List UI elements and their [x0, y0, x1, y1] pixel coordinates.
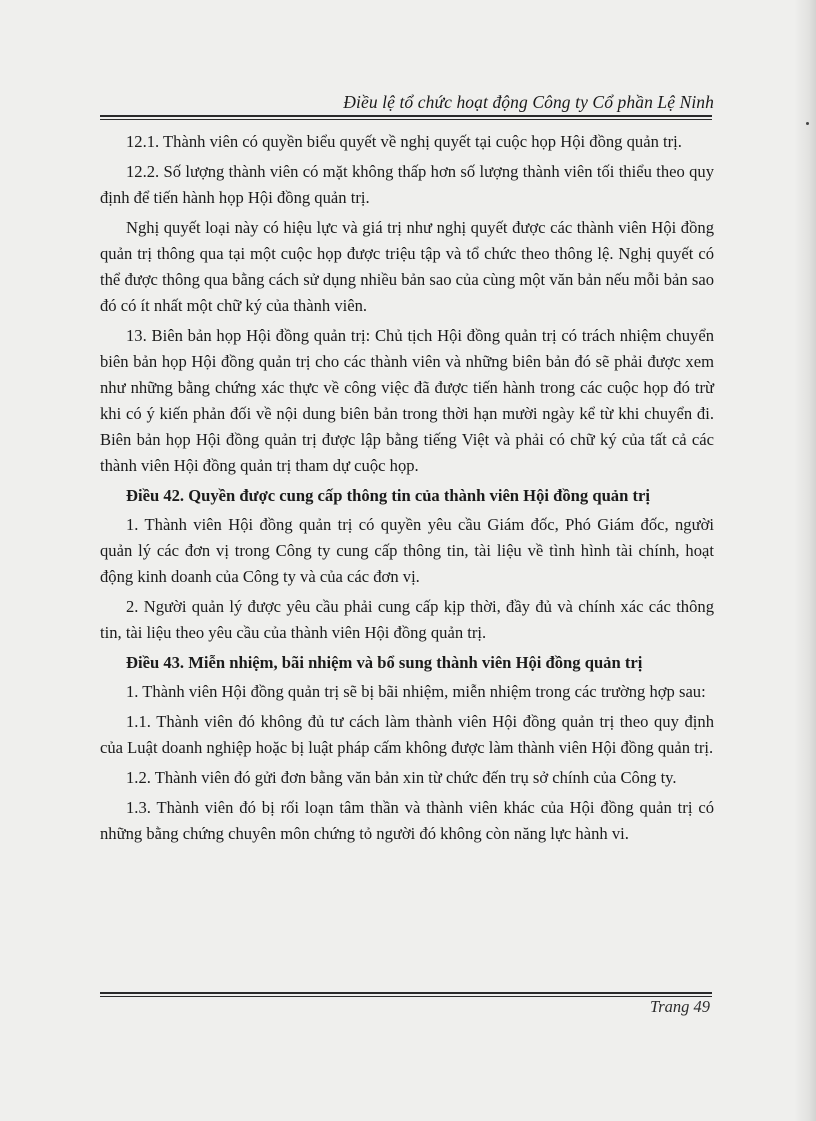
article-43-clause-1: 1. Thành viên Hội đồng quản trị sẽ bị bãi nhiệm, miễn nhiệm trong các trường hợp sau: — [126, 682, 706, 701]
paragraph-13-minutes: 13. Biên bản họp Hội đồng quản trị: Chủ tịch Hội đồng quản trị có trách nhiệm chuyển biên bản họp Hội đồng quản trị cho các thành viên và những biên bản đó sẽ phải được xem như những bằng chứng xác thực về công việc đã được tiến hành trong các cuộc họp đó trừ khi có ý kiến phản đối về nội dung biên bản trong thời hạn mười ngày kể từ khi chuyển đi. Biên bản họp Hội đồng quản trị được lập bằng tiếng Việt và phải có chữ ký của tất cả các thành viên Hội đồng quản trị tham dự cuộc họp. — [100, 326, 714, 475]
document-body — [100, 129, 714, 851]
article-42-clause-2: 2. Người quản lý được yêu cầu phải cung cấp kịp thời, đầy đủ và chính xác các thông tin, tài liệu theo yêu cầu của thành viên Hội đồng quản trị. — [100, 597, 714, 642]
article-43-clause-1-2: 1.2. Thành viên đó gửi đơn bằng văn bản xin từ chức đến trụ sở chính của Công ty. — [126, 768, 677, 787]
article-42-heading: Điều 42. Quyền được cung cấp thông tin của thành viên Hội đồng quản trị — [126, 486, 650, 505]
page-edge-shadow — [794, 0, 816, 1121]
article-43-heading: Điều 43. Miễn nhiệm, bãi nhiệm và bổ sung thành viên Hội đồng quản trị — [126, 653, 643, 672]
article-43-clause-1-3: 1.3. Thành viên đó bị rối loạn tâm thần và thành viên khác của Hội đồng quản trị có những bằng chứng chuyên môn chứng tỏ người đó không còn năng lực hành vi. — [100, 798, 714, 843]
paragraph-12-2: 12.2. Số lượng thành viên có mặt không thấp hơn số lượng thành viên tối thiểu theo quy định để tiến hành họp Hội đồng quản trị. — [100, 162, 714, 207]
footer-divider — [100, 992, 712, 997]
article-42-clause-1: 1. Thành viên Hội đồng quản trị có quyền yêu cầu Giám đốc, Phó Giám đốc, người quản lý các đơn vị trong Công ty cung cấp thông tin, tài liệu về tình hình tài chính, hoạt động kinh doanh của Công ty và của các đơn vị. — [100, 515, 714, 586]
page-number: Trang 49 — [649, 997, 710, 1016]
scan-speck — [806, 122, 809, 125]
document-header-title: Điều lệ tổ chức hoạt động Công ty Cổ phần Lệ Ninh — [343, 92, 714, 112]
paragraph-12-1: 12.1. Thành viên có quyền biểu quyết về nghị quyết tại cuộc họp Hội đồng quản trị. — [126, 132, 682, 151]
article-43-clause-1-1: 1.1. Thành viên đó không đủ tư cách làm thành viên Hội đồng quản trị theo quy định của Luật doanh nghiệp hoặc bị luật pháp cấm không được làm thành viên Hội đồng quản trị. — [100, 712, 714, 757]
paragraph-resolution-validity: Nghị quyết loại này có hiệu lực và giá trị như nghị quyết được các thành viên Hội đồng quản trị thông qua tại một cuộc họp được triệu tập và tổ chức theo thông lệ. Nghị quyết có thể được thông qua bằng cách sử dụng nhiều bản sao của cùng một văn bản nếu mỗi bản sao đó có ít nhất một chữ ký của thành viên. — [100, 218, 714, 315]
header-divider — [100, 115, 712, 120]
